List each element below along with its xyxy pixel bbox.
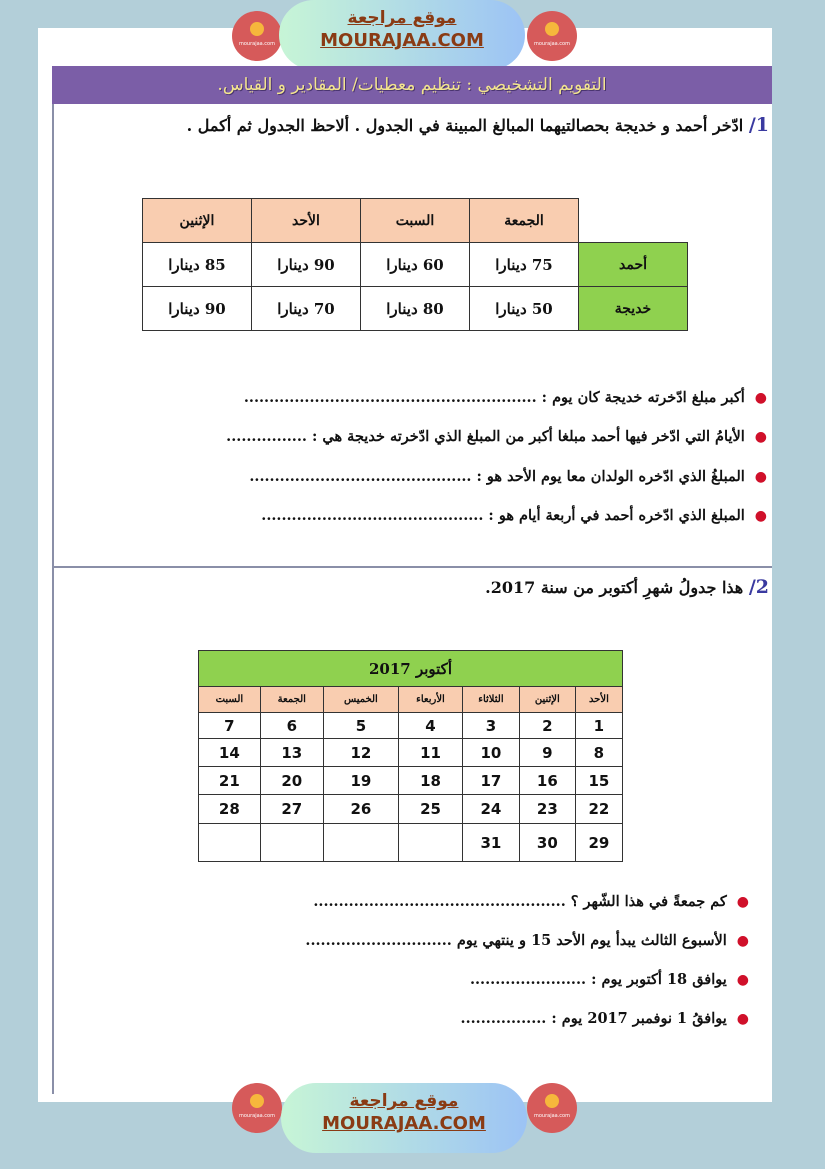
table-row: أحمد 75 دينارا 60 دينارا 90 دينارا 85 دينارا bbox=[143, 243, 688, 287]
weekday-header: السبت bbox=[199, 687, 261, 713]
calendar-day: 22 bbox=[575, 795, 622, 824]
margin-line bbox=[52, 104, 54, 1094]
calendar-day: 25 bbox=[399, 795, 463, 824]
weekday-header: الإثنين bbox=[519, 687, 575, 713]
q1-item: ●المبلغ الذي ادّخره أحمد في أربعة أيام هو : ............................................ bbox=[261, 507, 767, 524]
calendar-day: 19 bbox=[323, 767, 398, 795]
calendar-day: 3 bbox=[463, 713, 520, 739]
calendar-day bbox=[260, 824, 323, 862]
logo-circle-left: mourajaa.com bbox=[232, 11, 282, 61]
question-1: 1/ ادّخر أحمد و خديجة بحصالتيهما المبالغ المبينة في الجدول . ألاحظ الجدول ثم أكمل . bbox=[186, 114, 769, 136]
calendar-day: 8 bbox=[575, 739, 622, 767]
q1-item: ●الأيامُ التي ادّخر فيها أحمد مبلغا أكبر من المبلغ الذي ادّخرته خديجة هي : ................ bbox=[226, 428, 767, 445]
calendar-day: 20 bbox=[260, 767, 323, 795]
section-divider bbox=[52, 566, 772, 568]
table-row: خديجة 50 دينارا 80 دينارا 70 دينارا 90 دينارا bbox=[143, 287, 688, 331]
calendar-week bbox=[199, 795, 623, 824]
q2-item: ●الأسبوع الثالث يبدأ يوم الأحد 15 و ينتهي يوم ............................. bbox=[305, 932, 749, 949]
calendar-day: 28 bbox=[199, 795, 261, 824]
weekday-header: الجمعة bbox=[260, 687, 323, 713]
question-2: 2/ هذا جدولُ شهرِ أكتوبر من سنة 2017. bbox=[485, 576, 769, 598]
calendar-day: 1 bbox=[575, 713, 622, 739]
q1-item: ●أكبر مبلغ ادّخرته خديجة كان يوم : .......................................................... bbox=[243, 389, 767, 406]
calendar-day: 14 bbox=[199, 739, 261, 767]
q1-item: ●المبلغُ الذي ادّخره الولدان معا يوم الأحد هو : ............................................ bbox=[249, 468, 767, 485]
q2-item: ●يوافقُ 1 نوفمبر 2017 يوم : ................. bbox=[460, 1010, 749, 1027]
calendar-day: 16 bbox=[519, 767, 575, 795]
calendar-day: 18 bbox=[399, 767, 463, 795]
calendar-day: 11 bbox=[399, 739, 463, 767]
weekday-header: الخميس bbox=[323, 687, 398, 713]
calendar-week bbox=[199, 713, 623, 739]
logo-circle-left: mourajaa.com bbox=[232, 1083, 282, 1133]
calendar-day bbox=[399, 824, 463, 862]
october-calendar: أكتوبر 2017 الأحد الإثنين الثلاثاء الأربعاء الخميس الجمعة السبت 1 2 3 4 5 6 7 8 9 10 11 12 13 14 15 16 17 18 19 20 21 22 23 24 25 26 27 28 29 30 31 bbox=[198, 650, 623, 862]
q2-item: ●يوافق 18 أكتوبر يوم : ....................... bbox=[469, 971, 749, 988]
calendar-day: 23 bbox=[519, 795, 575, 824]
calendar-day: 2 bbox=[519, 713, 575, 739]
calendar-day: 24 bbox=[463, 795, 520, 824]
q2-item: ●كم جمعةً في هذا الشّهر ؟ .................................................. bbox=[313, 893, 749, 910]
page-title: التقويم التشخيصي : تنظيم معطيات/ المقادير و القياس. bbox=[52, 66, 772, 104]
savings-table: الجمعة السبت الأحد الإثنين أحمد 75 دينارا 60 دينارا 90 دينارا 85 دينارا خديجة 50 دينارا 80 دينارا 70 دينارا 90 دينارا bbox=[142, 198, 688, 331]
watermark-badge-top: موقع مراجعة MOURAJAA.COM bbox=[279, 0, 525, 70]
calendar-day: 31 bbox=[463, 824, 520, 862]
calendar-day: 17 bbox=[463, 767, 520, 795]
calendar-day: 5 bbox=[323, 713, 398, 739]
logo-circle-right: mourajaa.com bbox=[527, 1083, 577, 1133]
logo-circle-right: mourajaa.com bbox=[527, 11, 577, 61]
calendar-day: 15 bbox=[575, 767, 622, 795]
calendar-week bbox=[199, 824, 623, 862]
calendar-day: 30 bbox=[519, 824, 575, 862]
calendar-week bbox=[199, 767, 623, 795]
weekday-header: الأربعاء bbox=[399, 687, 463, 713]
calendar-day: 9 bbox=[519, 739, 575, 767]
calendar-day: 4 bbox=[399, 713, 463, 739]
calendar-week bbox=[199, 739, 623, 767]
calendar-day: 26 bbox=[323, 795, 398, 824]
watermark-badge-bottom: موقع مراجعة MOURAJAA.COM bbox=[281, 1083, 527, 1153]
weekday-header: الأحد bbox=[575, 687, 622, 713]
calendar-day: 6 bbox=[260, 713, 323, 739]
calendar-day: 10 bbox=[463, 739, 520, 767]
calendar-day: 7 bbox=[199, 713, 261, 739]
calendar-day: 13 bbox=[260, 739, 323, 767]
weekday-header: الثلاثاء bbox=[463, 687, 520, 713]
calendar-day: 21 bbox=[199, 767, 261, 795]
calendar-day bbox=[323, 824, 398, 862]
calendar-day: 12 bbox=[323, 739, 398, 767]
calendar-day: 27 bbox=[260, 795, 323, 824]
calendar-day bbox=[199, 824, 261, 862]
calendar-day: 29 bbox=[575, 824, 622, 862]
